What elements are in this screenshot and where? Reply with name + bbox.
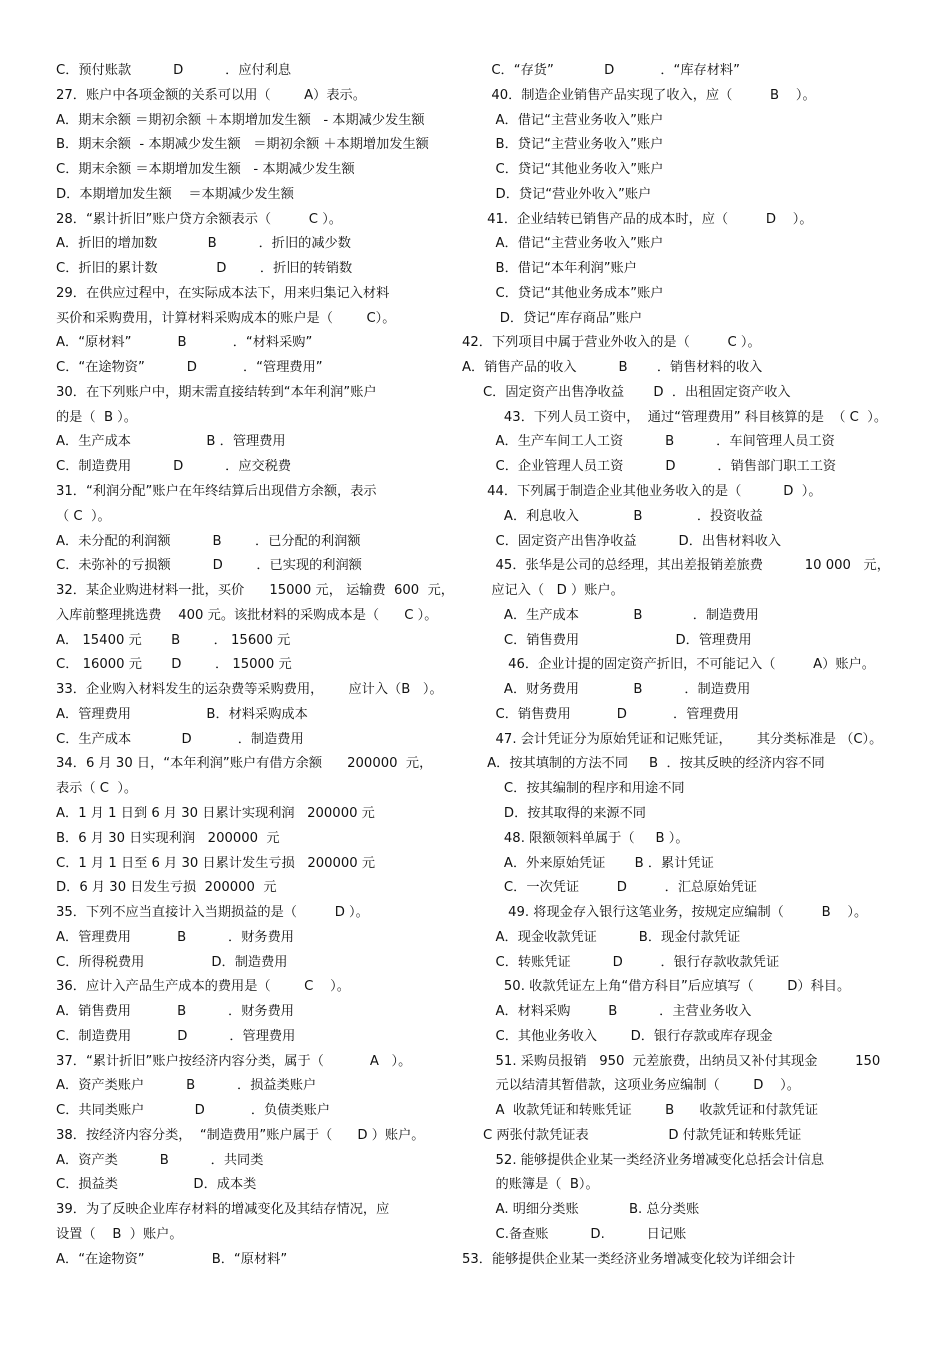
right-column-line: A．材料采购 B ．主营业务收入: [462, 1004, 752, 1020]
right-column-line: 的账簿是（ B）。: [462, 1177, 599, 1193]
left-column-line: C．所得税费用 D．制造费用: [56, 954, 288, 970]
right-column-line: 53．能够提供企业某一类经济业务增减变化较为详细会计: [462, 1251, 796, 1267]
right-column-line: D．贷记“库存商品”账户: [462, 310, 643, 326]
left-column-line: 29．在供应过程中，在实际成本法下，用来归集记入材料: [56, 285, 390, 301]
left-column-line: C．1 月 1 日至 6 月 30 日累计发生亏损 200000 元: [56, 855, 376, 871]
left-column-line: 表示（ C ）。: [56, 781, 138, 797]
left-column-line: C．生产成本 D ．制造费用: [56, 731, 304, 747]
left-column-line: C．期末余额 ＝本期增加发生额 - 本期减少发生额: [56, 162, 355, 178]
left-column-line: 36．应计入产品生产成本的费用是（ C ）。: [56, 979, 350, 995]
left-column-line: A．资产类 B ．共同类: [56, 1152, 264, 1168]
left-column-line: C．损益类 D．成本类: [56, 1177, 257, 1193]
left-column-line: A．销售费用 B ．财务费用: [56, 1004, 294, 1020]
right-column-line: 43．下列人员工资中， 通过“管理费用” 科目核算的是 （ C ）。: [462, 409, 888, 425]
right-column-line: 52. 能够提供企业某一类经济业务增减变化总括会计信息: [462, 1152, 825, 1168]
right-column-line: 50. 收款凭证左上角“借方科目”后应填写（ D）科目。: [462, 979, 851, 995]
left-column-line: 35．下列不应当直接计入当期损益的是（ D ）。: [56, 905, 369, 921]
right-column-line: A．按其填制的方法不同 B ．按其反映的经济内容不同: [462, 756, 825, 772]
right-column-line: A．现金收款凭证 B．现金付款凭证: [462, 929, 741, 945]
right-column-line: 46．企业计提的固定资产折旧，不可能记入（ A）账户。: [462, 657, 875, 673]
left-column-line: A．期末余额 ＝期初余额 ＋本期增加发生额 - 本期减少发生额: [56, 112, 425, 128]
right-column-line: C．一次凭证 D ．汇总原始凭证: [462, 880, 757, 896]
left-column-line: D．本期增加发生额 ＝本期减少发生额: [56, 186, 294, 202]
left-column-line: 37．“累计折旧”账户按经济内容分类，属于（ A ）。: [56, 1053, 412, 1069]
right-column: [462, 59, 932, 1273]
right-column-line: A．销售产品的收入 B ．销售材料的收入: [462, 360, 763, 376]
left-column-line: 31．“利润分配”账户在年终结算后出现借方余额，表示: [56, 484, 377, 500]
right-column-line: D．贷记“营业外收入”账户: [462, 186, 652, 202]
right-column-line: A．外来原始凭证 B ．累计凭证: [462, 855, 714, 871]
left-column-line: A．“原材料” B ．“材料采购”: [56, 335, 313, 351]
right-column-line: A．利息收入 B ．投资收益: [462, 508, 763, 524]
left-column-line: 买价和采购费用，计算材料采购成本的账户是（ C）。: [56, 310, 396, 326]
left-column-line: C．折旧的累计数 D ．折旧的转销数: [56, 261, 353, 277]
left-column: [56, 59, 474, 1273]
right-column-line: C 两张付款凭证表 D 付款凭证和转账凭证: [462, 1127, 802, 1143]
right-column-line: B．贷记“主营业务收入”账户: [462, 137, 664, 153]
right-column-line: 51. 采购员报销 950 元差旅费，出纳员又补付其现金 150: [462, 1053, 881, 1069]
left-column-line: C．制造费用 D ．应交税费: [56, 459, 292, 475]
right-column-line: C．转账凭证 D ．银行存款收款凭证: [462, 954, 780, 970]
right-column-line: 47. 会计凭证分为原始凭证和记账凭证， 其分类标准是 （C）。: [462, 731, 883, 747]
left-column-line: 39．为了反映企业库存材料的增减变化及其结存情况，应: [56, 1202, 390, 1218]
right-column-line: 元以结清其暂借款，这项业务应编制（ D ）。: [462, 1078, 800, 1094]
left-column-line: 33．企业购入材料发生的运杂费等采购费用， 应计入（B ）。: [56, 682, 443, 698]
left-column-line: C．制造费用 D ．管理费用: [56, 1028, 296, 1044]
left-column-line: B．期末余额 - 本期减少发生额 ＝期初余额 ＋本期增加发生额: [56, 137, 429, 153]
left-column-line: 的是（ B ）。: [56, 409, 137, 425]
right-column-line: A．财务费用 B ．制造费用: [462, 682, 751, 698]
right-column-line: 49. 将现金存入银行这笔业务，按规定应编制（ B ）。: [462, 905, 868, 921]
left-column-line: A．资产类账户 B ．损益类账户: [56, 1078, 317, 1094]
left-column-line: C． 16000 元 D ． 15000 元: [56, 657, 292, 673]
right-column-line: 40．制造企业销售产品实现了收入，应（ B ）。: [462, 87, 816, 103]
left-column-line: 设置（ B ）账户。: [56, 1226, 183, 1242]
left-column-line: 28．“累计折旧”账户贷方余额表示（ C ）。: [56, 211, 342, 227]
left-column-line: A．1 月 1 日到 6 月 30 日累计实现利润 200000 元: [56, 805, 375, 821]
right-column-line: C．贷记“其他业务成本”账户: [462, 285, 664, 301]
left-column-line: 38．按经济内容分类， “制造费用”账户属于（ D ）账户。: [56, 1127, 425, 1143]
left-column-line: 34．6 月 30 日，“本年利润”账户有借方余额 200000 元，: [56, 756, 433, 772]
right-column-line: A．借记“主营业务收入”账户: [462, 112, 664, 128]
right-column-line: 41．企业结转已销售产品的成本时，应（ D ）。: [462, 211, 813, 227]
right-column-line: C．固定资产出售净收益 D．出售材料收入: [462, 533, 782, 549]
left-column-line: C．未弥补的亏损额 D ．已实现的利润额: [56, 558, 362, 574]
right-column-line: 应记入（ D ）账户。: [462, 583, 624, 599]
left-column-line: 27．账户中各项金额的关系可以用（ A）表示。: [56, 87, 366, 103]
right-column-line: D．按其取得的来源不同: [462, 805, 646, 821]
left-column-line: C．共同类账户 D ．负债类账户: [56, 1103, 331, 1119]
left-column-line: C．“在途物资” D ．“管理费用”: [56, 360, 323, 376]
left-column-line: A．折旧的增加数 B ．折旧的减少数: [56, 236, 351, 252]
left-column-line: C．预付账款 D ．应付利息: [56, 63, 292, 78]
left-column-line: A．管理费用 B．材料采购成本: [56, 706, 308, 722]
left-column-line: A．生产成本 B ．管理费用: [56, 434, 286, 450]
left-column-line: A．“在途物资” B．“原材料”: [56, 1251, 288, 1267]
right-column-line: C．其他业务收入 D．银行存款或库存现金: [462, 1028, 773, 1044]
left-column-line: 32．某企业购进材料一批，买价 15000 元， 运输费 600 元，: [56, 583, 454, 599]
right-column-line: A. 明细分类账 B. 总分类账: [462, 1202, 700, 1218]
right-column-line: 48. 限额领料单属于（ B ）。: [462, 830, 689, 846]
left-column-line: 入库前整理挑选费 400 元。该批材料的采购成本是（ C ）。: [56, 607, 438, 623]
right-column-line: A．借记“主营业务收入”账户: [462, 236, 664, 252]
right-column-line: C.备查账 D. 日记账: [462, 1226, 687, 1242]
right-column-line: C．销售费用 D ．管理费用: [462, 706, 739, 722]
left-column-line: A．未分配的利润额 B ．已分配的利润额: [56, 533, 361, 549]
right-column-line: A 收款凭证和转账凭证 B 收款凭证和付款凭证: [462, 1103, 819, 1119]
right-column-line: C．“存货” D ．“库存材料”: [462, 63, 740, 78]
right-column-line: C．销售费用 D．管理费用: [462, 632, 752, 648]
left-column-line: B．6 月 30 日实现利润 200000 元: [56, 830, 280, 846]
right-column-line: A．生产成本 B ．制造费用: [462, 607, 759, 623]
right-column-line: B．借记“本年利润”账户: [462, 261, 637, 277]
right-column-line: 42．下列项目中属于营业外收入的是（ C ）。: [462, 335, 761, 351]
right-column-line: C．企业管理人员工资 D ．销售部门职工工资: [462, 459, 837, 475]
left-column-line: A． 15400 元 B ． 15600 元: [56, 632, 291, 648]
right-column-line: C．按其编制的程序和用途不同: [462, 781, 685, 797]
left-column-line: D．6 月 30 日发生亏损 200000 元: [56, 880, 277, 896]
left-column-line: 30．在下列账户中，期末需直接结转到“本年利润”账户: [56, 384, 377, 400]
right-column-line: 44．下列属于制造企业其他业务收入的是（ D ）。: [462, 484, 822, 500]
right-column-line: C．固定资产出售净收益 D ．出租固定资产收入: [462, 384, 791, 400]
right-column-line: 45．张华是公司的总经理，其出差报销差旅费 10 000 元，: [462, 558, 890, 574]
right-column-line: C．贷记“其他业务收入”账户: [462, 162, 664, 178]
right-column-line: A．生产车间工人工资 B ．车间管理人员工资: [462, 434, 835, 450]
left-column-line: A．管理费用 B ．财务费用: [56, 929, 294, 945]
left-column-line: （ C ）。: [56, 508, 111, 524]
